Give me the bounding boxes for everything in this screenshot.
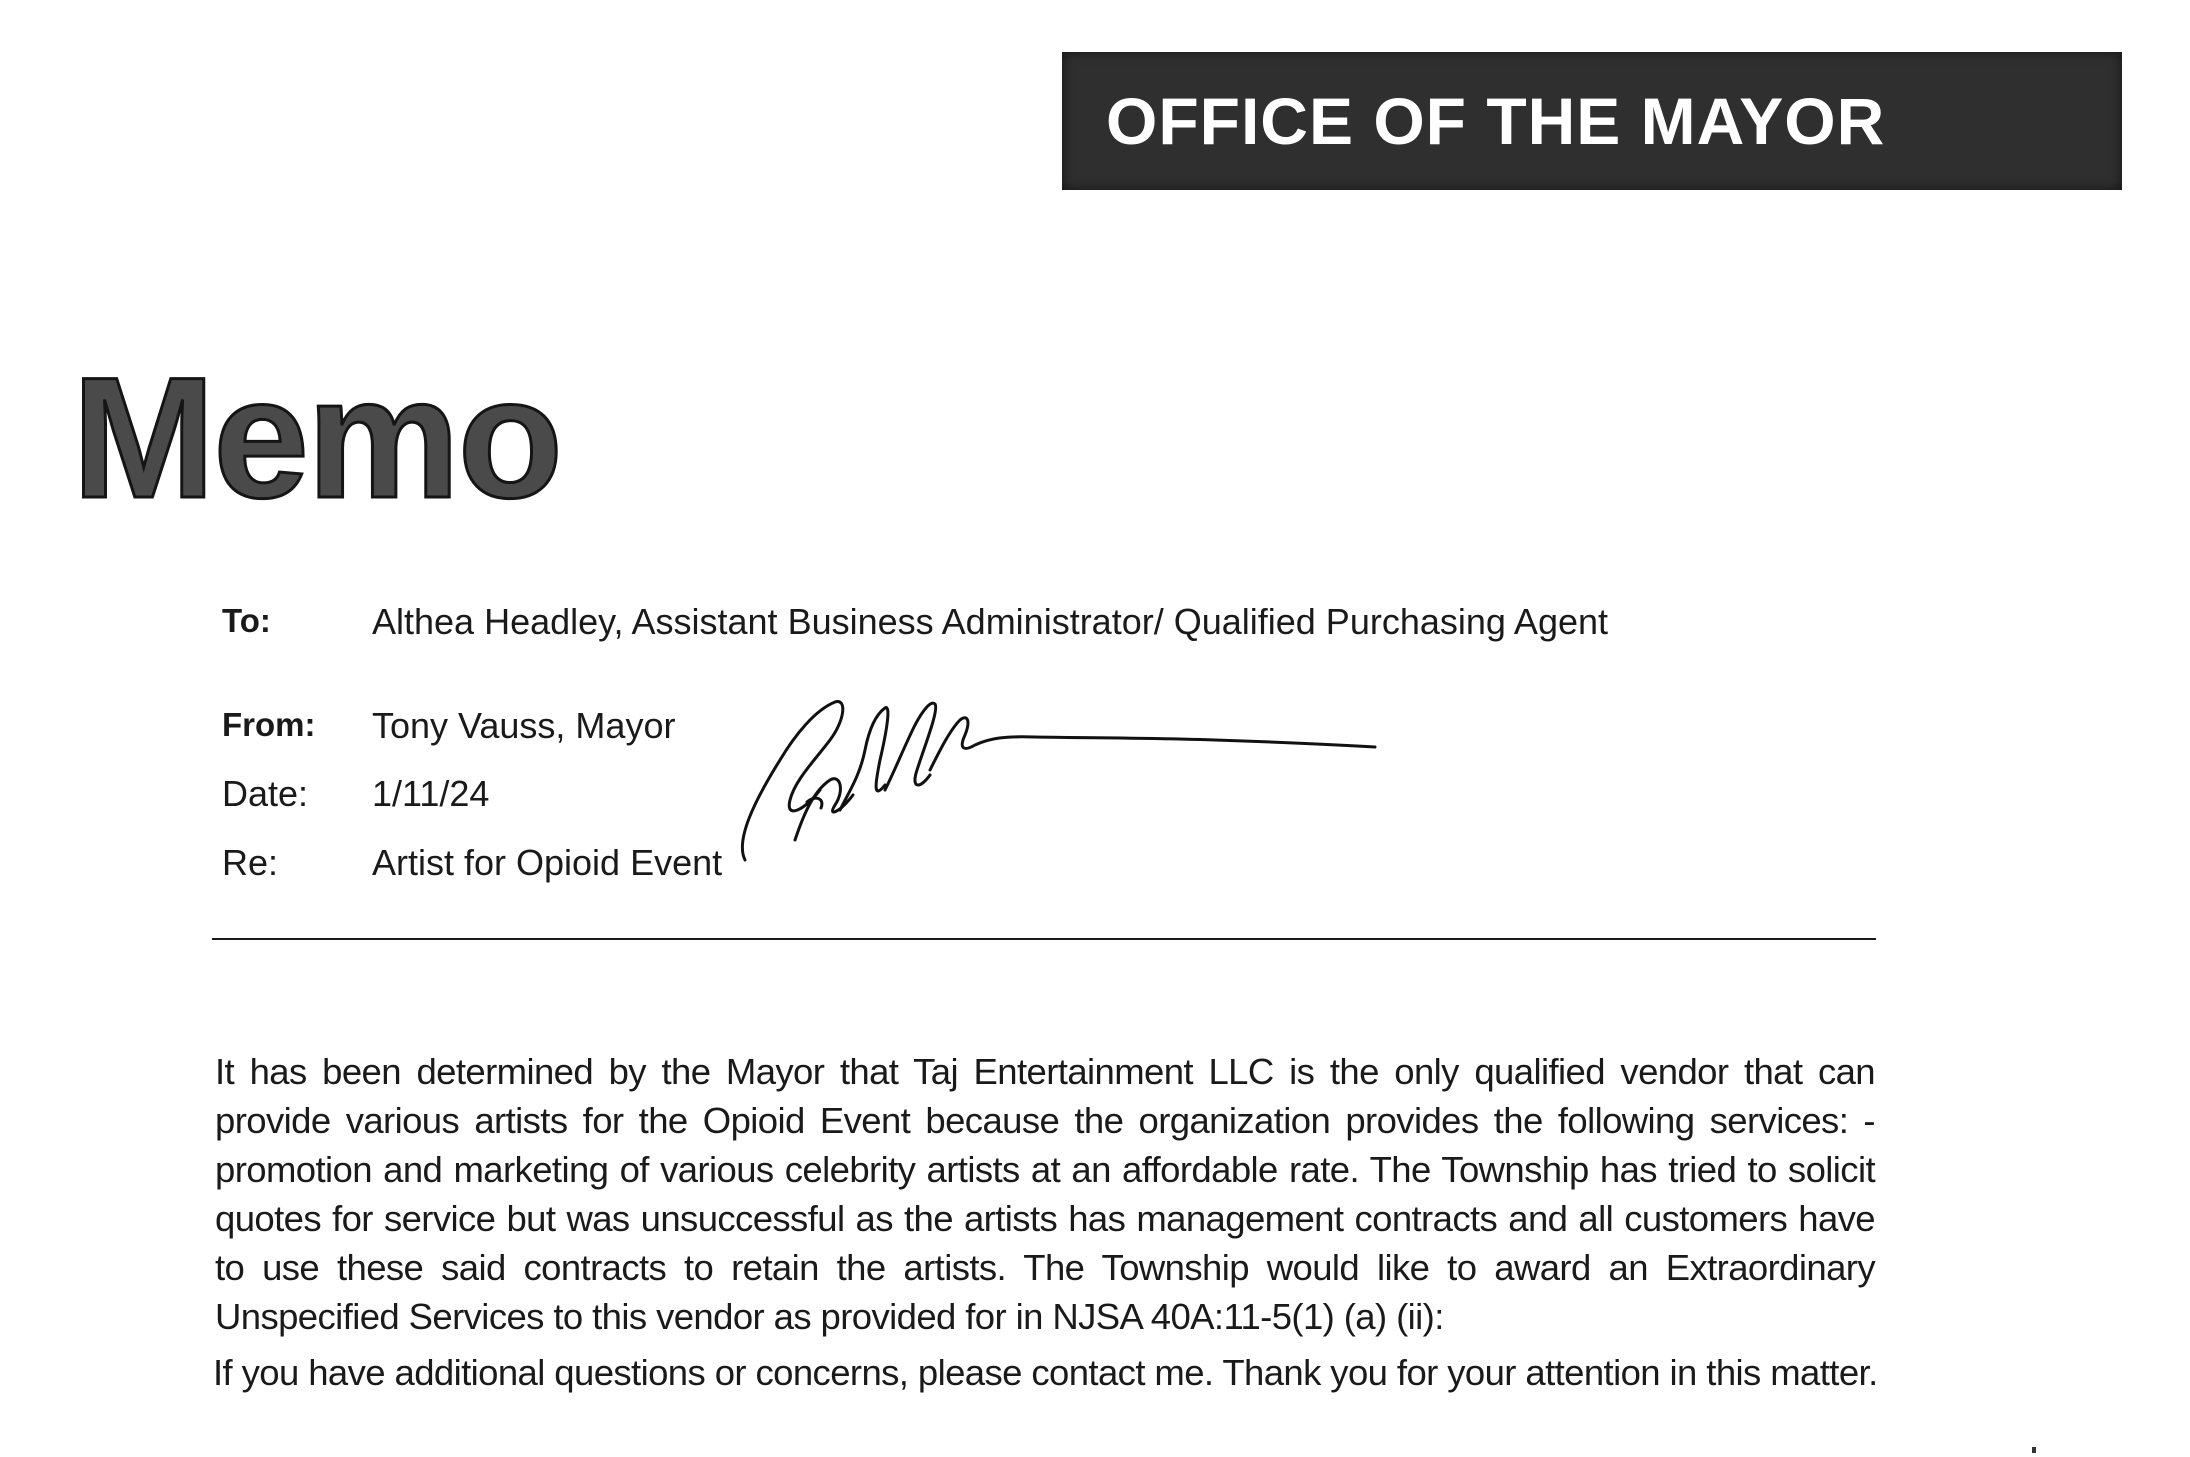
re-value: Artist for Opioid Event bbox=[372, 842, 723, 883]
office-banner bbox=[1062, 52, 2122, 190]
re-label: Re: bbox=[222, 842, 279, 883]
scan-speck bbox=[2032, 1447, 2036, 1453]
to-value: Althea Headley, Assistant Business Administrator/ Qualified Purchasing Agent bbox=[372, 601, 1609, 642]
from-label: From: bbox=[222, 706, 316, 743]
from-value: Tony Vauss, Mayor bbox=[372, 705, 676, 746]
memo-body-paragraph: It has been determined by the Mayor that Taj Entertainment LLC is the only qualified vendor that can provide various artists for the Opioid Event because the organization provides the following services: - promotion and marketing of various celebrity artists at an affordable rate. The Township has tried to solicit quotes for service but was unsuccessful as the artists has management contracts and all customers have to use these said contracts to retain the artists. The Township would like to award an Extraordinary Unspecified Services to this vendor as provided for in NJSA 40A:11-5(1) (a) (ii): bbox=[215, 1050, 1875, 1337]
to-label: To: bbox=[222, 602, 271, 639]
memo-closing: If you have additional questions or concerns, please contact me. Thank you for your attention in this matter. bbox=[213, 1352, 1878, 1393]
memo-title: Memo bbox=[72, 342, 561, 534]
date-value: 1/11/24 bbox=[372, 773, 490, 814]
handwritten-signature bbox=[735, 690, 1385, 870]
date-label: Date: bbox=[222, 773, 309, 814]
header-divider bbox=[212, 938, 1876, 940]
banner-title: OFFICE OF THE MAYOR bbox=[1106, 84, 1886, 158]
